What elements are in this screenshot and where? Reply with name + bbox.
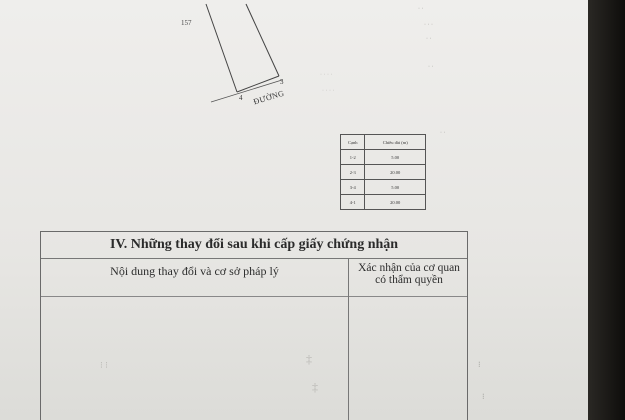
parcel-right-boundary bbox=[246, 4, 279, 76]
column-header-changes: Nội dung thay đổi và cơ sở pháp lý bbox=[110, 264, 279, 278]
table-row bbox=[341, 150, 426, 165]
faint-mark: ⁝ bbox=[478, 360, 481, 369]
faint-mark: · · bbox=[426, 36, 432, 42]
column-divider bbox=[348, 258, 349, 420]
background-edge bbox=[588, 0, 625, 420]
parcel-map bbox=[0, 0, 588, 140]
parcel-front-boundary bbox=[237, 76, 279, 92]
table-cell: 20.00 bbox=[365, 165, 426, 180]
road-label: ĐƯỜNG bbox=[252, 88, 286, 107]
table-row bbox=[341, 180, 426, 195]
table-cell: 1-2 bbox=[341, 150, 365, 165]
column-header-line: Xác nhận của cơ quan bbox=[358, 262, 460, 274]
table-row bbox=[341, 195, 426, 210]
table-row bbox=[341, 165, 426, 180]
column-header-line: có thẩm quyền bbox=[375, 274, 443, 286]
table-cell: 5.00 bbox=[365, 180, 426, 195]
table-header-row bbox=[341, 135, 426, 150]
faint-mark: · · bbox=[418, 6, 424, 12]
table-cell: 3-4 bbox=[341, 180, 365, 195]
point-label-4: 4 bbox=[239, 94, 243, 102]
parcel-number: 157 bbox=[181, 19, 192, 27]
column-header-confirmation bbox=[349, 262, 469, 286]
section-title: IV. Những thay đổi sau khi cấp giấy chứng nhận bbox=[41, 232, 467, 259]
faint-mark: ‡ bbox=[312, 380, 318, 394]
parcel-left-boundary bbox=[206, 4, 237, 92]
table-cell: 5.00 bbox=[365, 150, 426, 165]
faint-mark: ⁝ bbox=[482, 392, 485, 401]
changes-section bbox=[40, 231, 468, 420]
faint-mark: · · bbox=[440, 130, 446, 136]
table-cell: 20.00 bbox=[365, 195, 426, 210]
point-label-3: 3 bbox=[280, 78, 284, 86]
faint-mark: ⁝ ⁝ bbox=[100, 360, 108, 370]
faint-mark: · · bbox=[428, 64, 434, 70]
table-cell: 2-3 bbox=[341, 165, 365, 180]
table-header-cell: Cạnh bbox=[341, 135, 365, 150]
table-cell: 4-1 bbox=[341, 195, 365, 210]
edge-length-table bbox=[340, 134, 426, 210]
faint-mark: · · · · bbox=[320, 72, 333, 78]
faint-mark: · · · bbox=[424, 22, 433, 28]
table-header-cell: Chiều dài (m) bbox=[365, 135, 426, 150]
faint-mark: · · · · bbox=[322, 88, 335, 94]
header-row-divider bbox=[41, 296, 467, 297]
faint-mark: ‡ bbox=[306, 352, 312, 366]
